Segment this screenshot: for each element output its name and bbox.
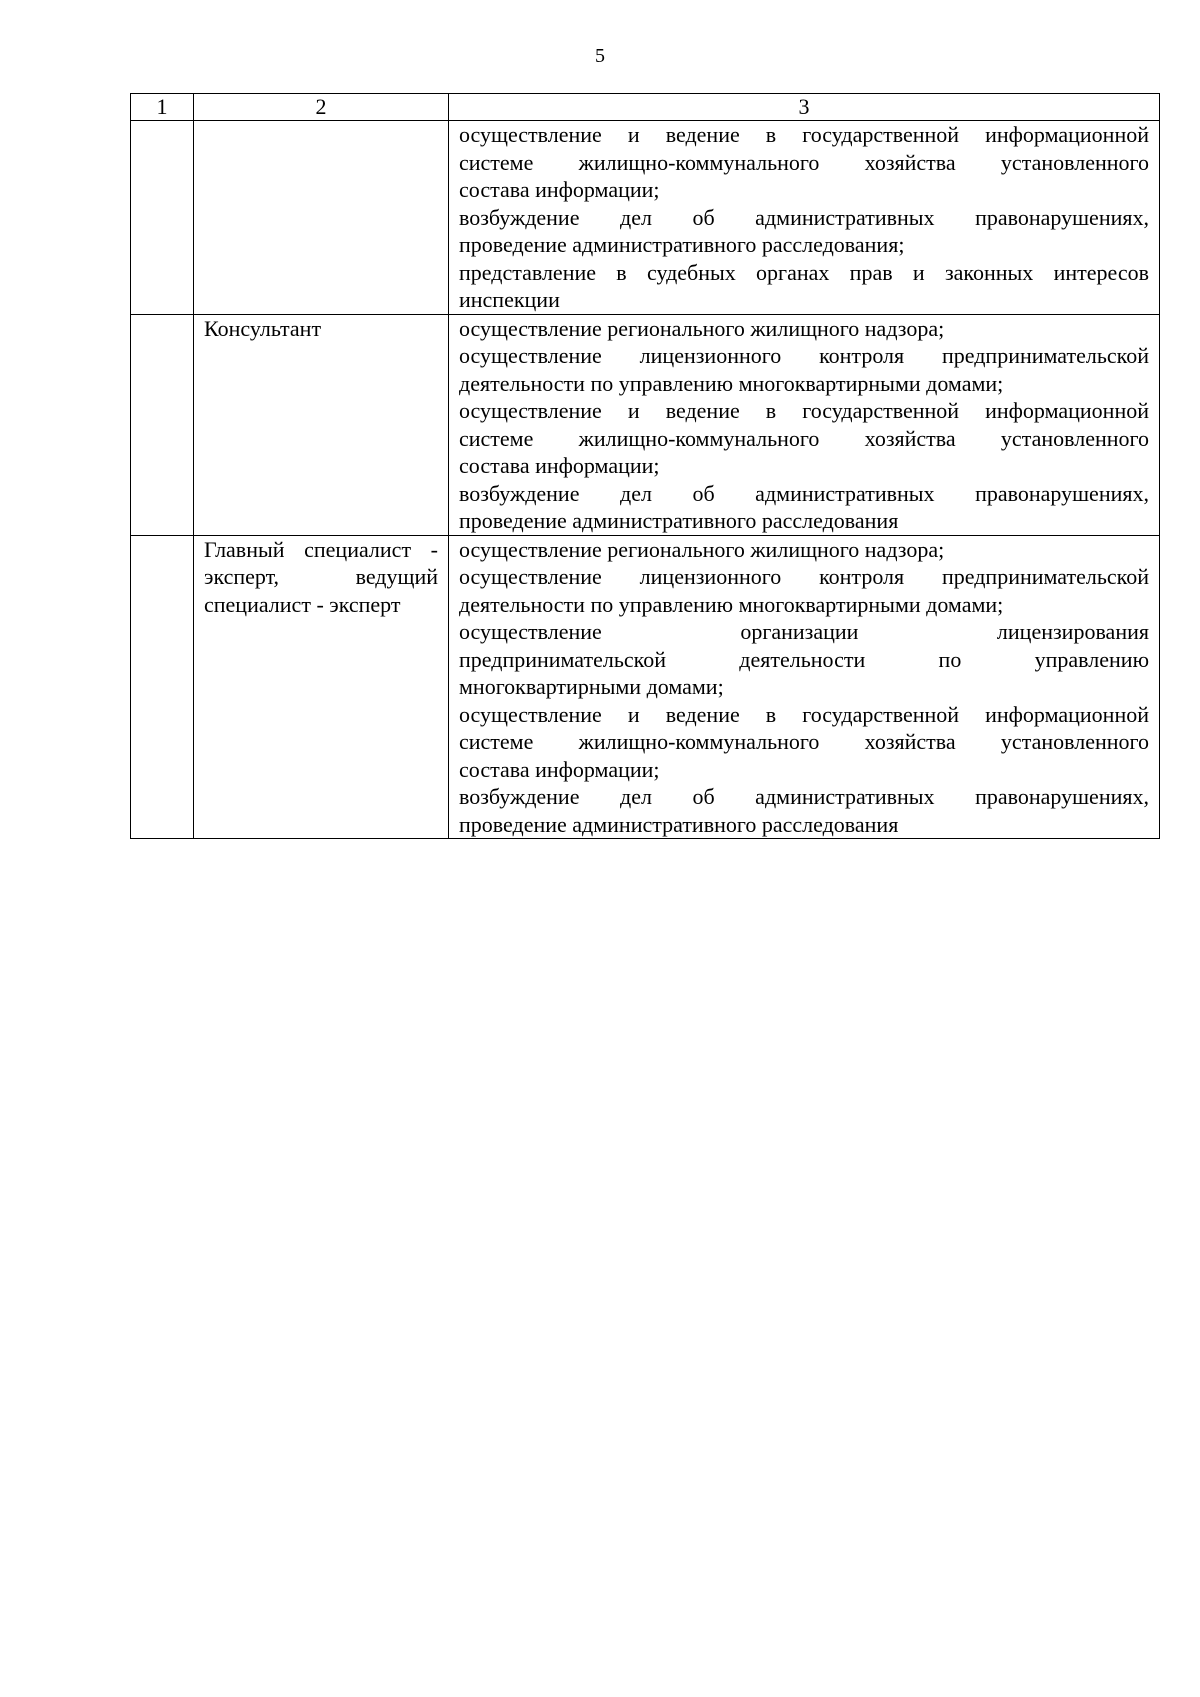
duty-line: состава информации;	[459, 756, 660, 782]
table-header-row	[131, 94, 1160, 121]
duty-line: многоквартирными домами;	[459, 674, 724, 699]
duty-line: осуществление лицензионного контроля предпринимательской	[459, 564, 1149, 589]
duties-cell	[449, 121, 1160, 315]
table-row	[131, 535, 1160, 839]
duty-line: возбуждение дел об административных правонарушениях,	[459, 480, 1149, 506]
header-cell-3: 3	[449, 94, 1160, 121]
position-line: Главный специалист -	[204, 536, 438, 562]
position-cell	[194, 535, 449, 839]
duty-line: системе жилищно-коммунального хозяйства установленного	[459, 149, 1149, 175]
duty-line: осуществление лицензионного контроля предпринимательской	[459, 343, 1149, 368]
duty-line: деятельности по управлению многоквартирными домами;	[459, 591, 1004, 617]
table-row	[131, 121, 1160, 315]
duties-table	[130, 93, 1160, 839]
position-line: Консультант	[204, 315, 322, 341]
duty-line: возбуждение дел об административных правонарушениях,	[459, 784, 1149, 809]
duty-line: осуществление и ведение в государственной информационной	[459, 122, 1149, 147]
duty-line: состава информации;	[459, 453, 660, 478]
position-cell	[194, 121, 449, 315]
row-number-cell	[131, 314, 194, 535]
duty-line: проведение административного расследования	[459, 811, 899, 837]
header-cell-2: 2	[194, 94, 449, 121]
duty-line: инспекции	[459, 287, 560, 312]
duty-line: проведение административного расследования;	[459, 232, 905, 257]
row-number-cell	[131, 121, 194, 315]
duty-line: состава информации;	[459, 177, 660, 202]
duty-line: осуществление регионального жилищного надзора;	[459, 536, 945, 562]
duty-line: проведение административного расследования	[459, 508, 899, 533]
page-number: 5	[595, 45, 605, 67]
duty-line: осуществление организации лицензирования	[459, 619, 1149, 644]
duty-line: предпринимательской деятельности по управлению	[459, 646, 1149, 672]
duty-line: возбуждение дел об административных правонарушениях,	[459, 204, 1149, 230]
position-cell	[194, 314, 449, 535]
duty-line: осуществление и ведение в государственной информационной	[459, 701, 1149, 727]
duty-line: осуществление и ведение в государственной информационной	[459, 398, 1149, 423]
duties-cell	[449, 535, 1160, 839]
duty-line: деятельности по управлению многоквартирными домами;	[459, 370, 1004, 396]
duty-line: системе жилищно-коммунального хозяйства установленного	[459, 729, 1149, 754]
header-cell-1: 1	[131, 94, 194, 121]
table-row	[131, 314, 1160, 535]
duty-line: системе жилищно-коммунального хозяйства установленного	[459, 425, 1149, 451]
row-number-cell	[131, 535, 194, 839]
duty-line: осуществление регионального жилищного надзора;	[459, 315, 945, 341]
duties-cell	[449, 314, 1160, 535]
duty-line: представление в судебных органах прав и законных интересов	[459, 259, 1149, 285]
table-body	[131, 94, 1160, 839]
position-line: эксперт, ведущий	[204, 564, 438, 589]
position-line: специалист - эксперт	[204, 591, 401, 617]
